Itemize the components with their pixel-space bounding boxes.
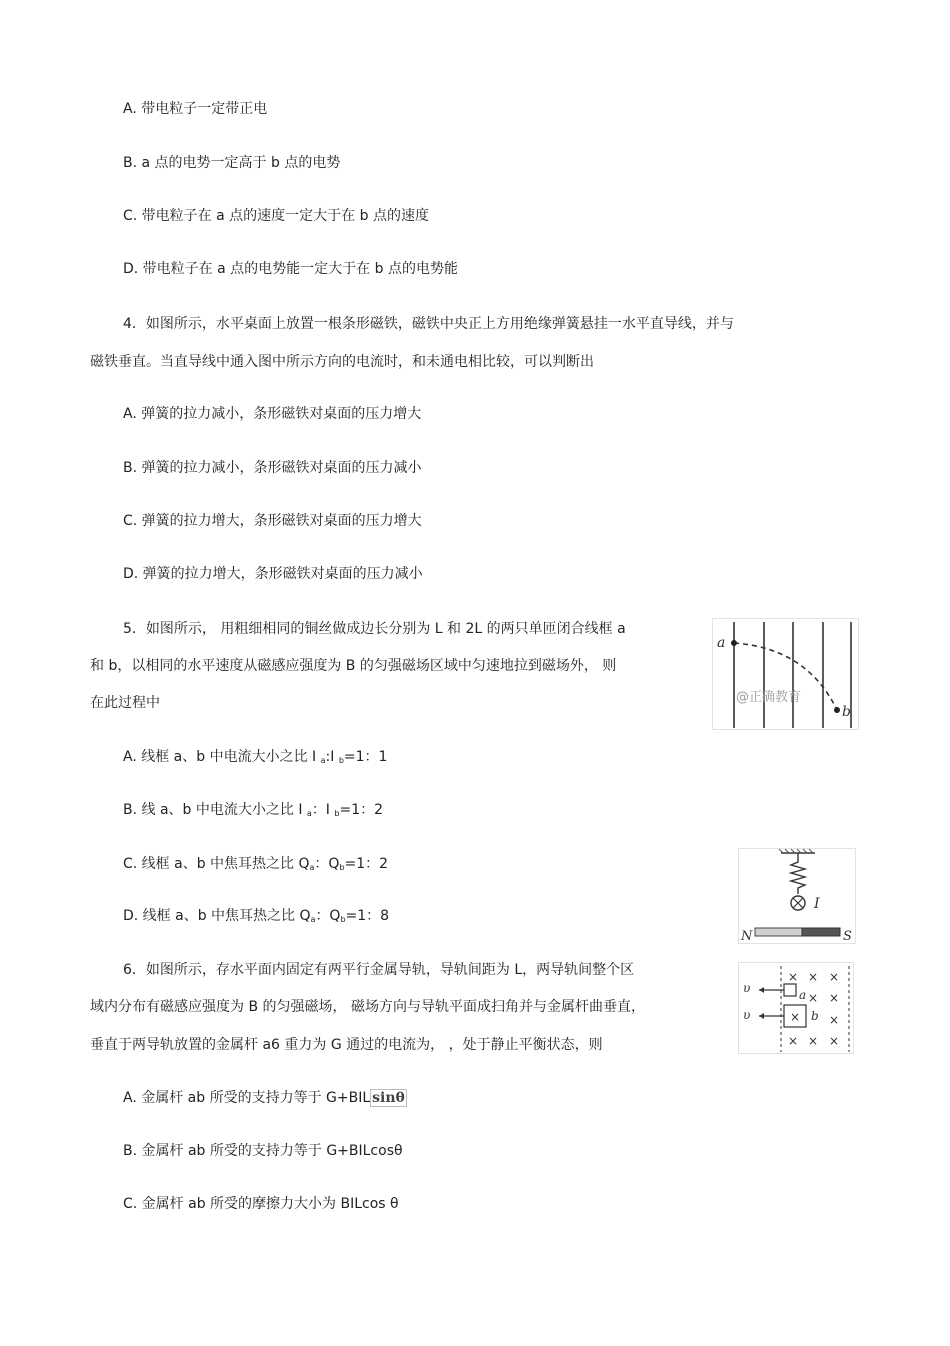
q3-option-d: D. 带电粒子在 a 点的电势能一定大于在 b 点的电势能 (123, 261, 458, 277)
velocity-a-label: υ (743, 981, 751, 995)
point-a-dot (731, 640, 737, 646)
q6-option-c: C. 金属杆 ab 所受的摩擦力大小为 BILcos θ (123, 1196, 399, 1212)
q5-option-b (123, 800, 383, 824)
field-cross-icon: × (829, 970, 840, 984)
q4-option-a: A. 弹簧的拉力减小，条形磁铁对桌面的压力增大 (123, 406, 422, 422)
q4-figure (738, 848, 856, 944)
field-cross-icon: × (788, 970, 799, 984)
point-a-label: a (717, 635, 726, 651)
q5-option-c (123, 854, 388, 878)
field-cross-icon: × (808, 970, 819, 984)
subscript-a: a (310, 915, 316, 924)
subscript-a: a (306, 809, 312, 818)
q3-option-b: B. a 点的电势一定高于 b 点的电势 (123, 155, 341, 171)
velocity-b-label: υ (743, 1008, 751, 1022)
q5-stem-line-1: 5．如图所示， 用粗细相同的铜丝做成边长分别为 L 和 2L 的两只单匝闭合线框 a (123, 621, 626, 637)
magnet-north-label: N (741, 929, 753, 944)
field-cross-icon: × (829, 991, 840, 1005)
sin-theta-image: sinθ (372, 1090, 405, 1106)
q5-option-a-ratio: =1：1 (343, 749, 388, 765)
magnet-south-half (802, 928, 840, 936)
q6-option-b: B. 金属杆 ab 所受的支持力等于 G+BILcosθ (123, 1143, 403, 1159)
field-cross-icon: × (788, 1034, 799, 1048)
q5-option-a-text: A. 线框 a、b 中电流大小之比 I (123, 749, 321, 765)
current-label: I (814, 896, 820, 912)
subscript-a: a (320, 756, 326, 765)
field-cross-icon: × (790, 1010, 801, 1024)
point-b-label: b (842, 704, 851, 720)
q5-option-c-mid: ：Q (314, 856, 340, 872)
field-cross-icon: × (808, 991, 819, 1005)
q5-option-c-text: C. 线框 a、b 中焦耳热之比 Q (123, 856, 310, 872)
q4-stem-line-2: 磁铁垂直。当直导线中通入图中所示方向的电流时，和未通电相比较，可以判断出 (90, 354, 594, 370)
q5-stem-line-2: 和 b，以相同的水平速度从磁感应强度为 B 的匀强磁场区域中匀速地拉到磁场外， 则 (90, 658, 617, 674)
q3-option-c: C. 带电粒子在 a 点的速度一定大于在 b 点的速度 (123, 208, 429, 224)
point-b-dot (834, 707, 840, 713)
q6-stem-line-3: 垂直于两导轨放置的金属杆 a6 重力为 G 通过的电流为， ，处于静止平衡状态，则 (90, 1037, 603, 1053)
magnet-south-label: S (843, 929, 852, 944)
loop-a (784, 984, 796, 996)
q5-option-a-mid: :I (325, 749, 339, 765)
field-cross-icon: × (829, 1013, 840, 1027)
q6-figure (738, 962, 854, 1054)
q6-option-a-text: A. 金属杆 ab 所受的支持力等于 G+BIL (123, 1090, 371, 1106)
subscript-b: b (339, 863, 345, 872)
q4-option-b: B. 弹簧的拉力减小，条形磁铁对桌面的压力减小 (123, 460, 422, 476)
q6-stem-line-2: 域内分布有磁感应强度为 B 的匀强磁场， 磁场方向与导轨平面成扫角并与金属杆曲垂直， (90, 999, 645, 1015)
subscript-a: a (309, 863, 315, 872)
subscript-b: b (338, 756, 344, 765)
loop-a-label: a (799, 988, 807, 1002)
magnet-north-half (755, 928, 802, 936)
q5-option-b-mid: ：I (311, 802, 335, 818)
q5-option-d-ratio: =1：8 (345, 908, 390, 924)
field-cross-icon: × (829, 1034, 840, 1048)
q4-option-d: D. 弹簧的拉力增大，条形磁铁对桌面的压力减小 (123, 566, 423, 582)
field-cross-icon: × (808, 1034, 819, 1048)
q5-option-a (123, 747, 387, 771)
q5-option-d-text: D. 线框 a、b 中焦耳热之比 Q (123, 908, 311, 924)
watermark: @正确教育 (736, 690, 802, 705)
q5-option-c-ratio: =1：2 (344, 856, 389, 872)
subscript-b: b (340, 915, 346, 924)
q4-option-c: C. 弹簧的拉力增大，条形磁铁对桌面的压力增大 (123, 513, 422, 529)
q3-option-a: A. 带电粒子一定带正电 (123, 101, 268, 117)
q4-stem-line-1: 4．如图所示，水平桌面上放置一根条形磁铁，磁铁中央正上方用绝缘弹簧悬挂一水平直导线，并与 (123, 316, 734, 332)
q5-option-b-text: B. 线 a、b 中电流大小之比 I (123, 802, 307, 818)
q6-option-a (123, 1088, 407, 1108)
q5-option-d (123, 906, 389, 930)
q5-stem-line-3: 在此过程中 (90, 695, 160, 711)
subscript-b: b (334, 809, 340, 818)
q5-option-d-mid: ：Q (315, 908, 341, 924)
q5-figure (712, 618, 859, 730)
q6-stem-line-1: 6．如图所示，存水平面内固定有两平行金属导轨，导轨间距为 L，两导轨间整个区 (123, 962, 635, 978)
loop-b-label: b (811, 1009, 819, 1023)
q5-option-b-ratio: =1：2 (339, 802, 384, 818)
